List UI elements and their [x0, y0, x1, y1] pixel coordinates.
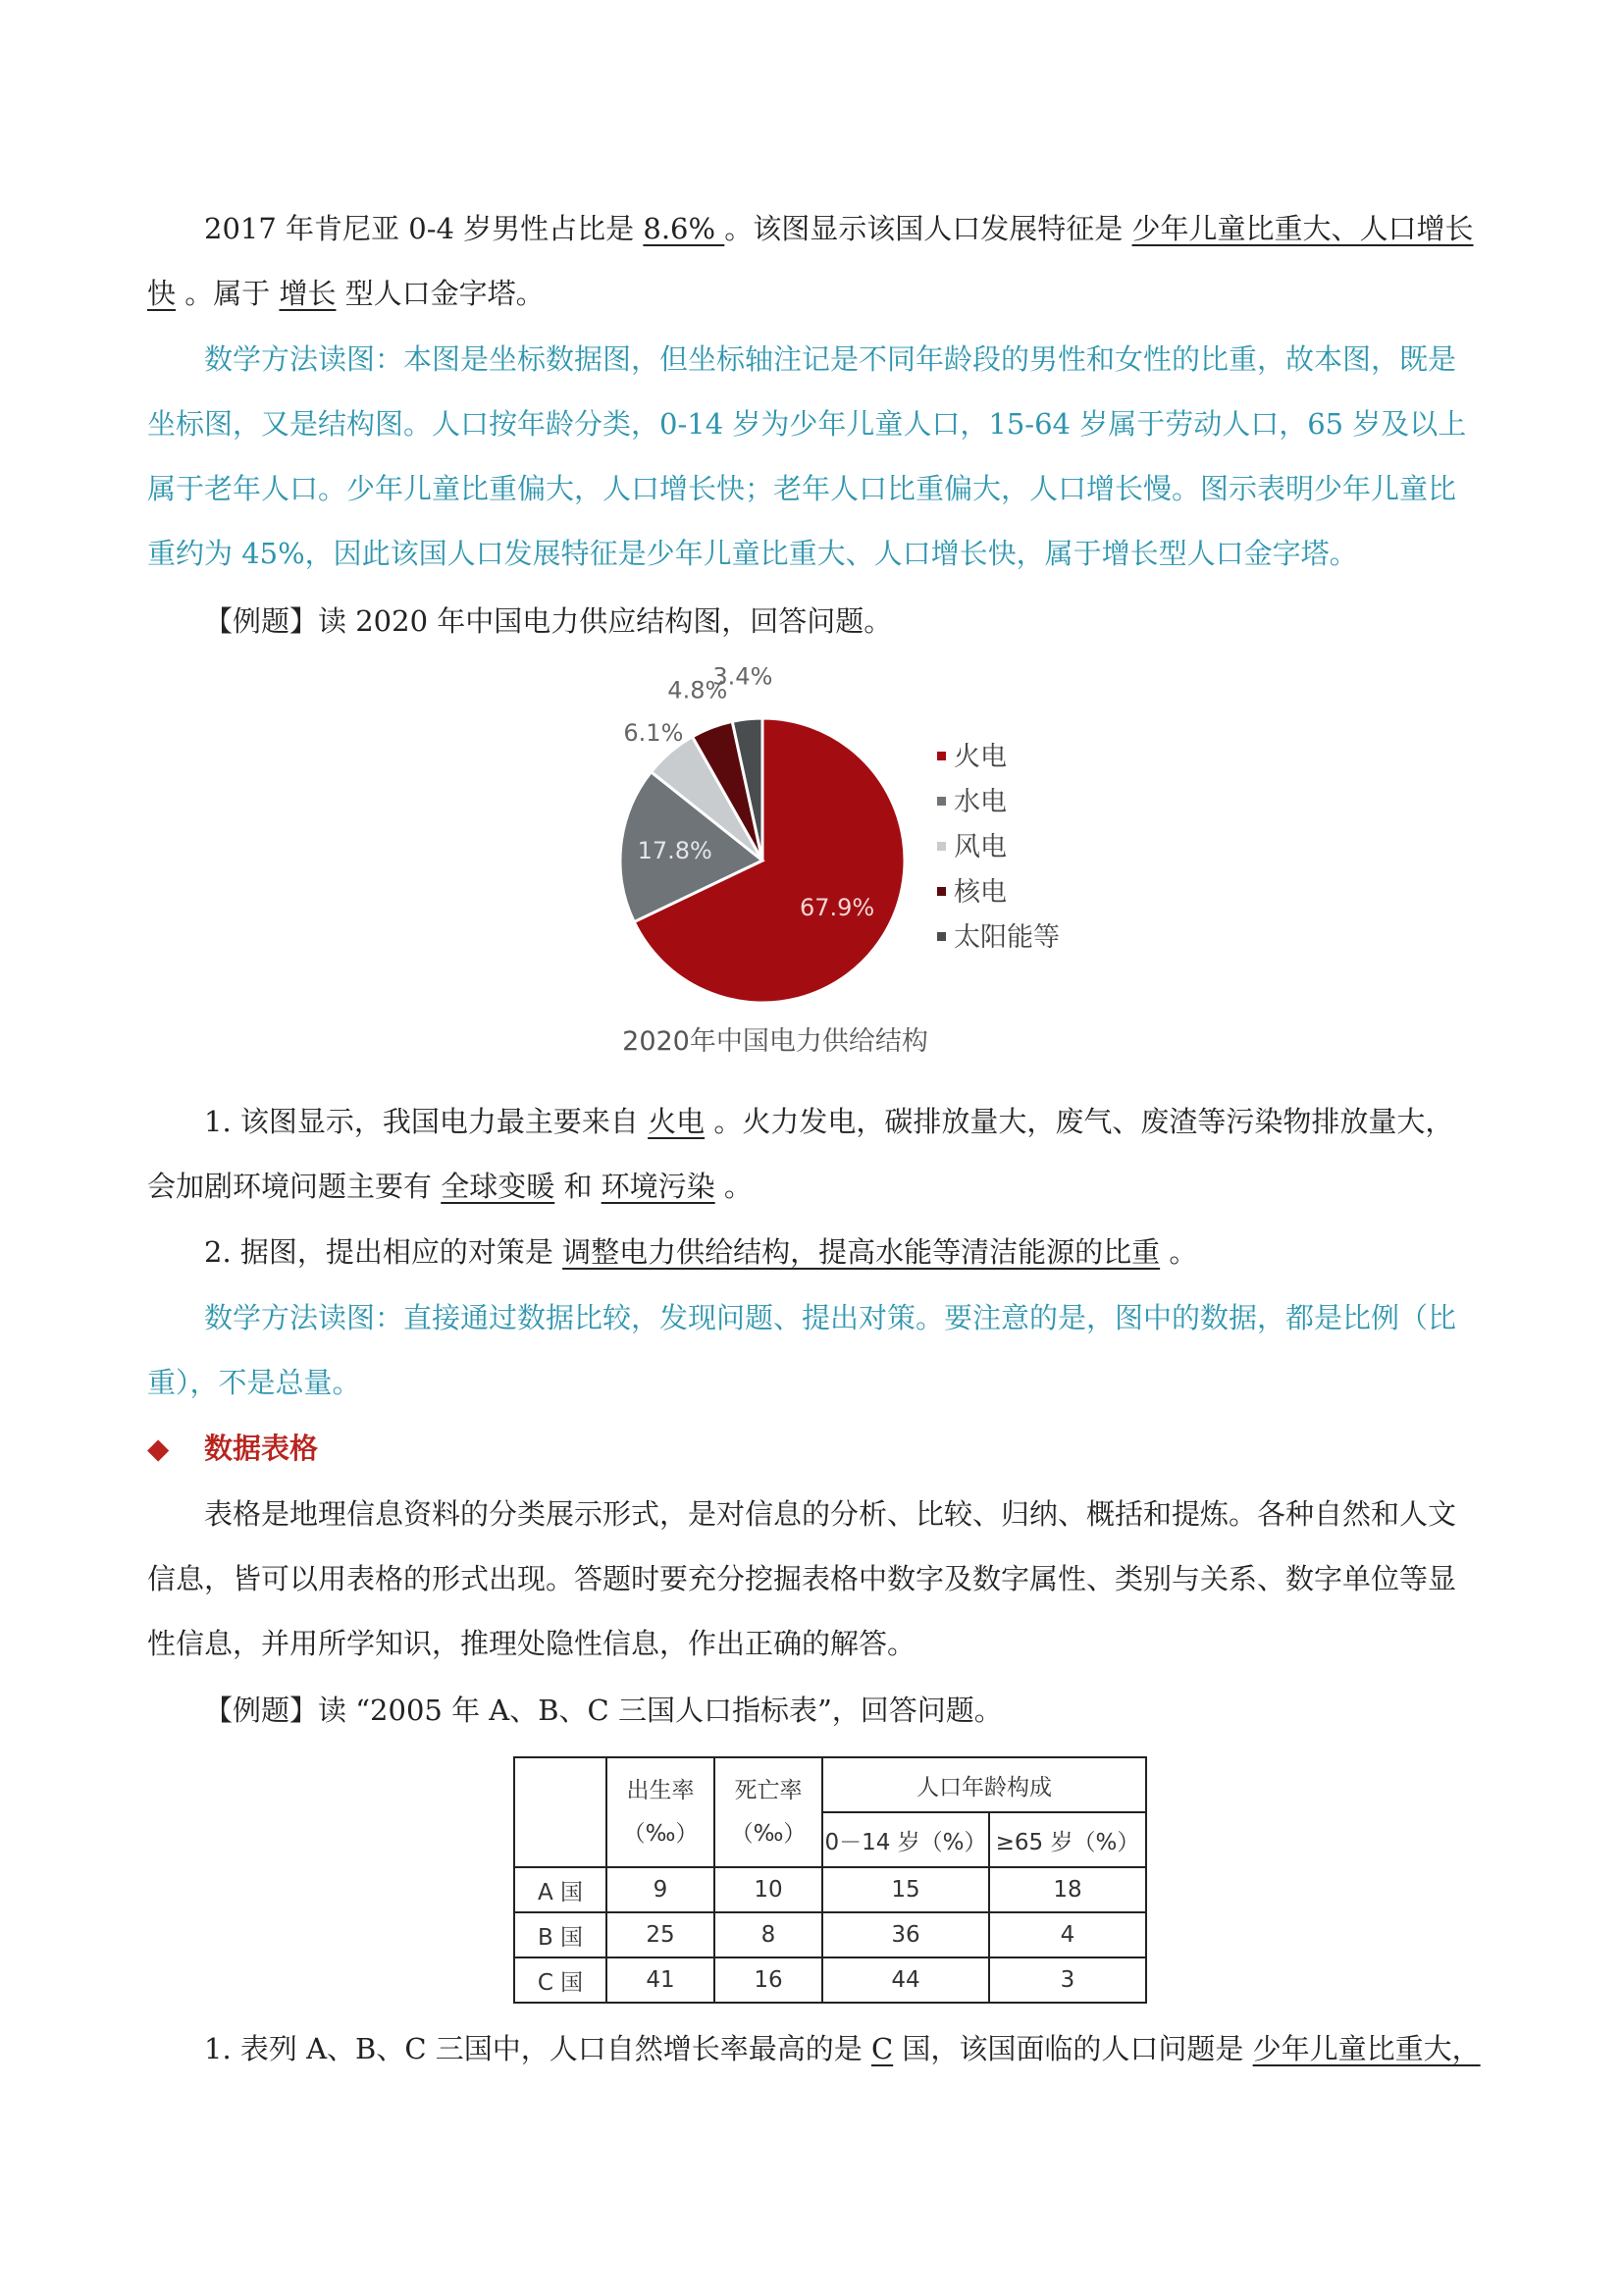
cell-young: 15 — [822, 1867, 989, 1912]
cell-death: 10 — [714, 1867, 822, 1912]
pie-svg — [589, 667, 1119, 1079]
method-note-power: 数学方法读图：直接通过数据比较，发现问题、提出对策。要注意的是，图中的数据，都是比例（比重），不是总量。 — [147, 1301, 1457, 1399]
table-row — [514, 1867, 1146, 1912]
answer-blank: 8.6% — [643, 212, 725, 245]
cell-country: B 国 — [514, 1912, 606, 1957]
cell-birth: 41 — [606, 1957, 714, 2003]
table-row — [514, 1957, 1146, 2003]
header-age-structure: 人口年龄构成 — [822, 1757, 1146, 1812]
legend-swatch — [937, 887, 946, 896]
cell-old: 4 — [989, 1912, 1146, 1957]
answer-blank: 少年儿童比重大、人口增长快 — [147, 212, 1474, 310]
cell-country: A 国 — [514, 1867, 606, 1912]
legend-label: 火电 — [954, 742, 1007, 772]
cell-death: 8 — [714, 1912, 822, 1957]
header-death-rate: 死亡率 （‰） — [714, 1757, 822, 1867]
answer-blank: 火电 — [648, 1105, 706, 1138]
answer-blank: C — [871, 2032, 894, 2065]
answer-blank: 增长 — [279, 277, 337, 310]
pie-data-label: 4.8% — [667, 676, 728, 704]
paragraph-kenya-answer: 2017 年肯尼亚 0-4 岁男性占比是 8.6% 。该图显示该国人口发展特征是 少年儿童比重大、人口增长快 。属于 增长 型人口金字塔。 — [147, 212, 1474, 310]
chart-title: 2020年中国电力供给结构 — [622, 1026, 928, 1057]
cell-young: 44 — [822, 1957, 989, 2003]
table-header-row — [514, 1757, 1146, 1812]
cell-old: 18 — [989, 1867, 1146, 1912]
answer-blank: 少年儿童比重大， — [1252, 2032, 1481, 2065]
question-2-power: 2. 据图，提出相应的对策是 调整电力供给结构，提高水能等清洁能源的比重 。 — [204, 1235, 1198, 1269]
legend-label: 太阳能等 — [954, 922, 1060, 953]
cell-country: C 国 — [514, 1957, 606, 2003]
pie-data-label: 17.8% — [637, 836, 712, 864]
example-power-prompt: 【例题】读 2020 年中国电力供应结构图，回答问题。 — [204, 604, 893, 638]
diamond-bullet-icon: ◆ — [147, 1432, 170, 1465]
power-pie-chart — [589, 667, 1119, 1079]
table-row — [514, 1912, 1146, 1957]
legend-swatch — [937, 932, 946, 941]
question-1-population: 1. 表列 A、B、C 三国中，人口自然增长率最高的是 C 国，该国面临的人口问题是 少年儿童比重大， — [204, 2032, 1481, 2065]
legend-label: 水电 — [954, 787, 1007, 817]
header-age-65-plus: ≥65 岁（%） — [989, 1812, 1146, 1867]
legend-swatch — [937, 797, 946, 806]
population-table-figure — [513, 1756, 1147, 2004]
answer-blank: 环境污染 — [601, 1170, 715, 1203]
pie-data-label: 67.9% — [799, 893, 875, 921]
section-heading-data-table: ◆ 数据表格 — [147, 1416, 1482, 1481]
legend-label: 核电 — [954, 877, 1007, 908]
answer-blank: 调整电力供给结构，提高水能等清洁能源的比重 — [562, 1235, 1161, 1269]
legend-label: 风电 — [954, 832, 1007, 862]
legend-swatch — [937, 842, 946, 851]
example-table-prompt: 【例题】读 “2005 年 A、B、C 三国人口指标表”，回答问题。 — [204, 1694, 1003, 1727]
answer-blank: 全球变暖 — [441, 1170, 555, 1203]
pie-data-label: 6.1% — [623, 718, 684, 747]
population-indicator-table — [513, 1756, 1147, 2004]
header-age-0-14: 0－14 岁（%） — [822, 1812, 989, 1867]
cell-old: 3 — [989, 1957, 1146, 2003]
method-note-pyramid: 数学方法读图：本图是坐标数据图，但坐标轴注记是不同年龄段的男性和女性的比重，故本图，既是坐标图，又是结构图。人口按年龄分类，0-14 岁为少年儿童人口，15-64 岁属于劳动人口，65 岁及以上属于老年人口。少年儿童比重偏大，人口增长快；老年人口比重偏大，人口增长慢。图示表明少年儿童比重约为 45%，因此该国人口发展特征是少年儿童比重大、人口增长快，属于增长型人口金字塔。 — [147, 342, 1467, 570]
legend-swatch — [937, 752, 946, 760]
cell-birth: 25 — [606, 1912, 714, 1957]
pie-data-label: 3.4% — [712, 667, 773, 691]
paragraph-table-intro: 表格是地理信息资料的分类展示形式，是对信息的分析、比较、归纳、概括和提炼。各种自然和人文信息，皆可以用表格的形式出现。答题时要充分挖掘表格中数字及数字属性、类别与关系、数字单位等显性信息，并用所学知识，推理处隐性信息，作出正确的解答。 — [147, 1497, 1457, 1660]
cell-birth: 9 — [606, 1867, 714, 1912]
table-corner-cell — [514, 1757, 606, 1867]
header-birth-rate: 出生率 （‰） — [606, 1757, 714, 1867]
cell-death: 16 — [714, 1957, 822, 2003]
cell-young: 36 — [822, 1912, 989, 1957]
question-1-power: 1. 该图显示，我国电力最主要来自 火电 。火力发电，碳排放量大，废气、废渣等污染物排放量大，会加剧环境问题主要有 全球变暖 和 环境污染 。 — [147, 1105, 1454, 1203]
